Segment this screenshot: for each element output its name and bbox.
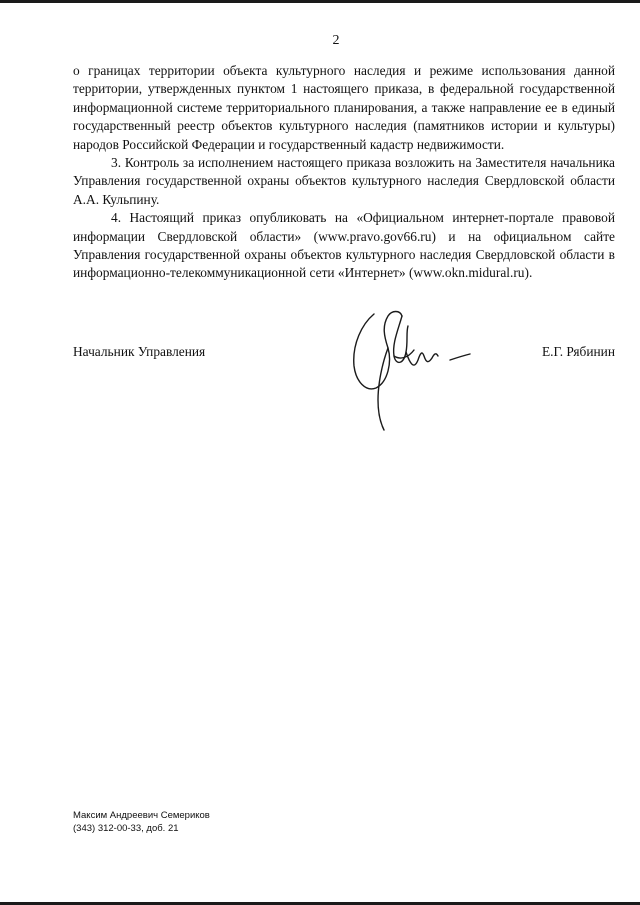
handwritten-signature: [348, 308, 478, 436]
executor-phone: (343) 312-00-33, доб. 21: [73, 823, 179, 834]
signature-block: [73, 343, 615, 363]
scan-edge-top: [0, 0, 640, 3]
page-number: 2: [332, 33, 340, 48]
paragraph-continuation: о границах территории объекта культурного наследия и режиме использования данной территории, утвержденных пунктом 1 настоящего приказа, в федеральной государственной информационной системе территориального планирования, а также направление ее в единый государственный реестр объектов культурного наследия (памятников истории и культуры) народов Российской Федерации и государственный кадастр недвижимости.: [73, 63, 615, 152]
paragraph-4: 4. Настоящий приказ опубликовать на «Официальном интернет-портале правовой информации Свердловской области» (www.pravo.gov66.ru) и на официальном сайте Управления государственной охраны объектов культурного наследия Свердловской области в информационно-телекоммуникационной сети «Интернет» (www.okn.midural.ru).: [73, 210, 615, 281]
signatory-position: Начальник Управления: [73, 344, 206, 359]
executor-info: [73, 809, 210, 835]
signatory-name: Е.Г. Рябинин: [541, 344, 615, 359]
document-body: [73, 62, 615, 283]
paragraph-3: 3. Контроль за исполнением настоящего приказа возложить на Заместителя начальника Управления государственной охраны объектов культурного наследия Свердловской области А.А. Кульпину.: [73, 155, 615, 207]
executor-name: Максим Андреевич Семериков: [73, 810, 210, 821]
